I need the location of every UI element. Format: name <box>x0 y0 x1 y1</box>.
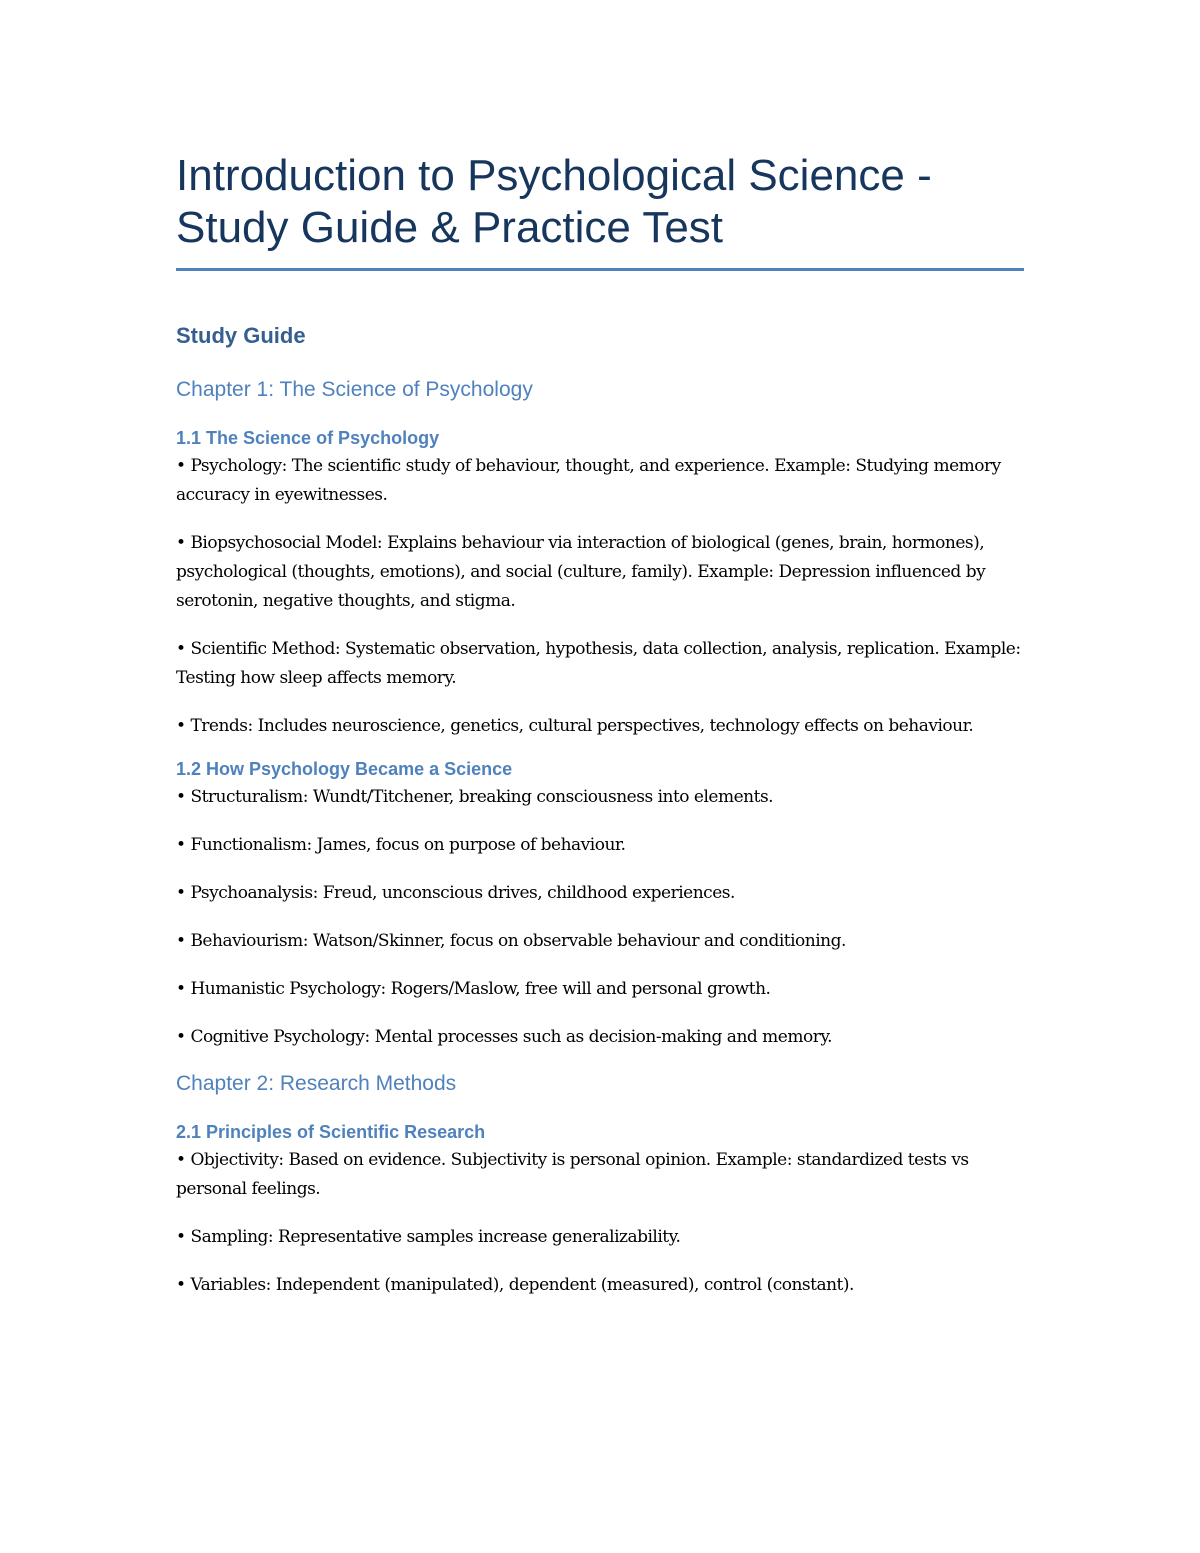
document-page <box>176 150 1026 1300</box>
section-2-1-heading: 2.1 Principles of Scientific Research <box>176 1122 486 1142</box>
document-title <box>176 150 1026 254</box>
list-item: • Humanistic Psychology: Rogers/Maslow, free will and personal growth. <box>176 975 1026 1004</box>
list-item: • Cognitive Psychology: Mental processes such as decision-making and memory. <box>176 1023 1026 1052</box>
section-1-1-heading: 1.1 The Science of Psychology <box>176 428 440 448</box>
section-1-2-heading: 1.2 How Psychology Became a Science <box>176 759 513 779</box>
list-item: • Variables: Independent (manipulated), dependent (measured), control (constant). <box>176 1271 1026 1300</box>
list-item: • Psychoanalysis: Freud, unconscious drives, childhood experiences. <box>176 879 1026 908</box>
list-item: • Structuralism: Wundt/Titchener, breaking consciousness into elements. <box>176 783 1026 812</box>
title-underline <box>176 268 1024 271</box>
list-item: • Objectivity: Based on evidence. Subjectivity is personal opinion. Example: standardized tests vs personal feelings. <box>176 1146 1026 1204</box>
list-item: • Functionalism: James, focus on purpose of behaviour. <box>176 831 1026 860</box>
list-item: • Biopsychosocial Model: Explains behaviour via interaction of biological (genes, brain, hormones), psychological (thoughts, emotions), and social (culture, family). Example: Depression influenced by serotonin, negative thoughts, and stigma. <box>176 529 1026 616</box>
title-line-2: Study Guide & Practice Test <box>176 203 724 252</box>
list-item: • Sampling: Representative samples increase generalizability. <box>176 1223 1026 1252</box>
study-guide-heading: Study Guide <box>176 323 306 348</box>
chapter-2-heading: Chapter 2: Research Methods <box>176 1072 457 1095</box>
title-line-1: Introduction to Psychological Science - <box>176 151 932 200</box>
list-item: • Trends: Includes neuroscience, genetics, cultural perspectives, technology effects on behaviour. <box>176 712 1026 741</box>
list-item: • Behaviourism: Watson/Skinner, focus on observable behaviour and conditioning. <box>176 927 1026 956</box>
chapter-1-heading: Chapter 1: The Science of Psychology <box>176 378 533 401</box>
list-item: • Scientific Method: Systematic observation, hypothesis, data collection, analysis, replication. Example: Testing how sleep affects memory. <box>176 635 1026 693</box>
list-item: • Psychology: The scientific study of behaviour, thought, and experience. Example: Studying memory accuracy in eyewitnesses. <box>176 452 1026 510</box>
